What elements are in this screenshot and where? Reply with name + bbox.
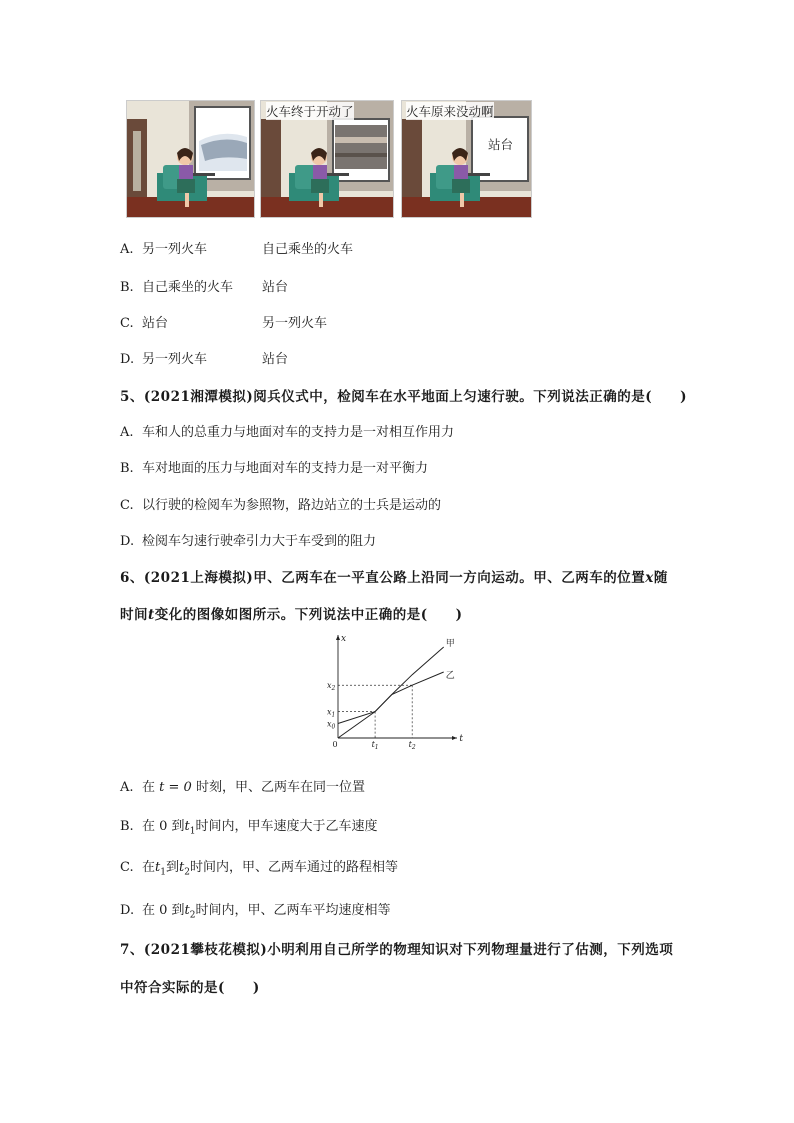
option-col2: 另一列火车 bbox=[262, 316, 328, 331]
y-axis-arrow bbox=[336, 635, 340, 640]
option-label: D. bbox=[120, 903, 135, 918]
y-tick-label: $x_1$ bbox=[327, 707, 336, 719]
option-label: A. bbox=[120, 425, 134, 440]
q6-stem-line-1 bbox=[120, 566, 668, 586]
option-text: 在 0 到 bbox=[142, 819, 185, 834]
panel-3-station-sign: 站台 bbox=[488, 137, 514, 152]
q6-option-c bbox=[120, 856, 398, 878]
origin-label: 0 bbox=[332, 740, 338, 749]
q6-var-t: t bbox=[148, 607, 155, 623]
option-text: 在 0 到 bbox=[142, 903, 185, 918]
q6-option-d bbox=[120, 899, 391, 921]
q6-option-a bbox=[120, 776, 365, 795]
q6-stem-text: 随 bbox=[653, 570, 668, 586]
option-label: B. bbox=[120, 280, 134, 295]
panel-1-drawing bbox=[127, 101, 254, 217]
series-label-2: 乙 bbox=[445, 671, 455, 682]
y-axis-label: x bbox=[341, 634, 347, 644]
option-label: C. bbox=[120, 316, 134, 331]
option-math: t bbox=[184, 819, 190, 834]
x-axis-label: t bbox=[459, 734, 463, 744]
option-col1: 自己乘坐的火车 bbox=[142, 280, 234, 295]
option-col2: 自己乘坐的火车 bbox=[262, 242, 354, 257]
option-text: 检阅车匀速行驶牵引力大于车受到的阻力 bbox=[142, 534, 377, 549]
option-text: 车对地面的压力与地面对车的支持力是一对平衡力 bbox=[142, 461, 429, 476]
q7-stem-line-2: 中符合实际的是( ) bbox=[120, 980, 260, 996]
q6-stem-text: 时间 bbox=[120, 607, 148, 623]
q6-stem-text: 变化的图像如图所示。下列说法中正确的是( ) bbox=[154, 607, 463, 623]
y-tick-label: $x_0$ bbox=[327, 719, 336, 731]
q4-option-a bbox=[120, 238, 353, 257]
option-math-sub: 2 bbox=[189, 910, 196, 921]
option-text: 时间内，甲、乙两车平均速度相等 bbox=[195, 903, 391, 918]
option-label: D. bbox=[120, 534, 135, 549]
q4-option-d bbox=[120, 348, 288, 367]
option-col1: 另一列火车 bbox=[142, 242, 208, 257]
option-math: t bbox=[155, 860, 161, 875]
option-col2: 站台 bbox=[262, 352, 289, 367]
option-math: t = 0 bbox=[159, 780, 192, 795]
option-text: 车和人的总重力与地面对车的支持力是一对相互作用力 bbox=[142, 425, 455, 440]
series-line-2 bbox=[338, 672, 444, 724]
option-label: D. bbox=[120, 352, 135, 367]
panel-3-caption: 火车原来没动啊 bbox=[406, 104, 494, 119]
q6-stem-text: 6、(2021上海模拟)甲、乙两车在一平直公路上沿同一方向运动。甲、乙两车的位置 bbox=[120, 570, 646, 586]
option-text: 时间内，甲、乙两车通过的路程相等 bbox=[189, 860, 398, 875]
option-label: B. bbox=[120, 461, 134, 476]
q5-option-c bbox=[120, 494, 441, 513]
q6-var-x: x bbox=[645, 570, 654, 586]
option-label: B. bbox=[120, 819, 134, 834]
series-line-1 bbox=[338, 647, 444, 738]
option-text: 到 bbox=[165, 860, 179, 875]
option-col1: 站台 bbox=[142, 316, 169, 331]
q5-option-d bbox=[120, 530, 376, 549]
option-col2: 站台 bbox=[262, 280, 289, 295]
option-text: 在 bbox=[142, 860, 156, 875]
x-tick-label: $t_1$ bbox=[371, 740, 379, 751]
q6-option-b bbox=[120, 815, 378, 837]
panel-1 bbox=[126, 100, 255, 218]
option-text: 以行驶的检阅车为参照物，路边站立的士兵是运动的 bbox=[142, 498, 442, 513]
q6-xt-graph bbox=[320, 633, 463, 751]
option-math-sub: 2 bbox=[184, 867, 190, 878]
option-text: 在 bbox=[142, 780, 156, 795]
series-label-1: 甲 bbox=[445, 638, 455, 649]
q4-option-c bbox=[120, 312, 327, 331]
q4-option-b bbox=[120, 276, 288, 295]
option-math: t bbox=[184, 903, 190, 918]
q5-option-a bbox=[120, 421, 454, 440]
option-col1: 另一列火车 bbox=[142, 352, 208, 367]
option-label: C. bbox=[120, 498, 134, 513]
option-text: 时刻，甲、乙两车在同一位置 bbox=[195, 780, 365, 795]
panel-2-caption: 火车终于开动了 bbox=[266, 104, 354, 119]
q7-stem-line-1: 7、(2021攀枝花模拟)小明利用自己所学的物理知识对下列物理量进行了估测，下列选项 bbox=[120, 942, 674, 958]
q5-option-b bbox=[120, 457, 428, 476]
option-math-sub: 1 bbox=[189, 826, 196, 837]
option-math: t bbox=[179, 860, 185, 875]
option-label: A. bbox=[120, 242, 134, 257]
x-axis-arrow bbox=[452, 736, 457, 740]
q6-stem-line-2 bbox=[120, 603, 463, 623]
option-text: 时间内，甲车速度大于乙车速度 bbox=[195, 819, 378, 834]
option-label: C. bbox=[120, 860, 134, 875]
x-tick-label: $t_2$ bbox=[408, 740, 416, 751]
option-label: A. bbox=[120, 780, 134, 795]
q5-stem: 5、(2021湘潭模拟)阅兵仪式中，检阅车在水平地面上匀速行驶。下列说法正确的是( ) bbox=[120, 389, 688, 405]
option-math-sub: 1 bbox=[160, 867, 166, 878]
y-tick-label: $x_2$ bbox=[327, 681, 336, 693]
